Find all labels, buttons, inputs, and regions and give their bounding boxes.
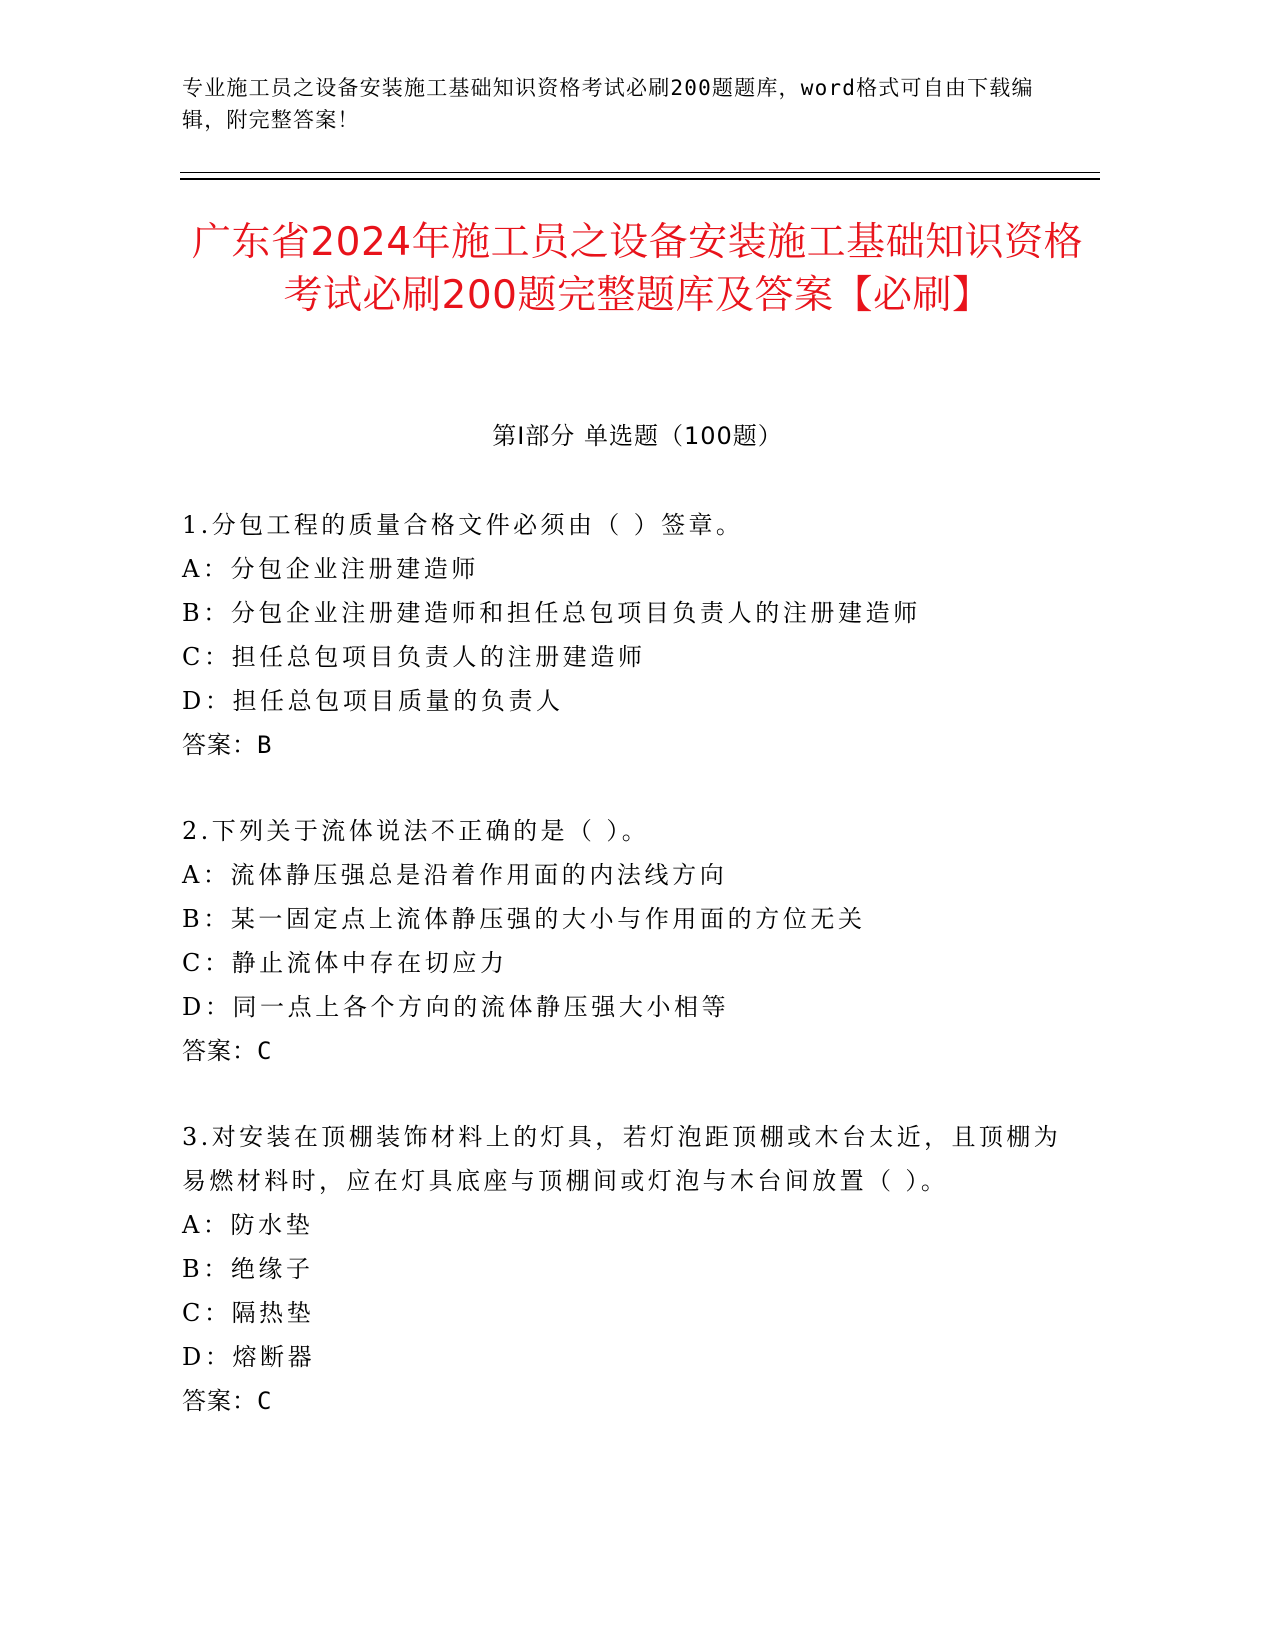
answer-value: C — [257, 1037, 273, 1065]
option-c: C：隔热垫 — [182, 1299, 315, 1327]
header-divider-thin — [180, 172, 1100, 173]
option-b: B：分包企业注册建造师和担任总包项目负责人的注册建造师 — [182, 599, 921, 627]
answer-line — [182, 723, 1062, 767]
header-divider-thick — [180, 178, 1100, 180]
option-d: D：熔断器 — [182, 1343, 316, 1371]
question-stem: 3.对安装在顶棚装饰材料上的灯具，若灯泡距顶棚或木台太近，且顶棚为易燃材料时，应在灯具底座与顶棚间或灯泡与木台间放置（ ）。 — [182, 1123, 1062, 1195]
answer-label: 答案： — [182, 1037, 257, 1065]
answer-line — [182, 1379, 1062, 1423]
option-a: A：流体静压强总是沿着作用面的内法线方向 — [182, 861, 728, 889]
question-3 — [182, 1115, 1062, 1423]
option-a: A：分包企业注册建造师 — [182, 555, 479, 583]
option-c: C：静止流体中存在切应力 — [182, 949, 508, 977]
option-d: D：同一点上各个方向的流体静压强大小相等 — [182, 993, 730, 1021]
question-1 — [182, 503, 1062, 767]
question-list — [182, 503, 1062, 1465]
option-b: B：某一固定点上流体静压强的大小与作用面的方位无关 — [182, 905, 866, 933]
question-2 — [182, 809, 1062, 1073]
option-d: D：担任总包项目质量的负责人 — [182, 687, 564, 715]
answer-label: 答案： — [182, 731, 257, 759]
option-c: C：担任总包项目负责人的注册建造师 — [182, 643, 646, 671]
answer-value: B — [257, 731, 273, 759]
answer-line — [182, 1029, 1062, 1073]
answer-label: 答案： — [182, 1387, 257, 1415]
option-a: A：防水垫 — [182, 1211, 314, 1239]
question-stem: 2.下列关于流体说法不正确的是（ ）。 — [182, 817, 650, 845]
question-stem: 1.分包工程的质量合格文件必须由（ ）签章。 — [182, 511, 744, 539]
header-note: 专业施工员之设备安装施工基础知识资格考试必刷200题题库，word格式可自由下载编辑，附完整答案！ — [182, 76, 1034, 132]
part-title: 第I部分 单选题（100题） — [492, 422, 783, 450]
option-b: B：绝缘子 — [182, 1255, 314, 1283]
answer-value: C — [257, 1387, 273, 1415]
document-title: 广东省2024年施工员之设备安装施工基础知识资格考试必刷200题完整题库及答案【必刷】 — [191, 220, 1084, 318]
